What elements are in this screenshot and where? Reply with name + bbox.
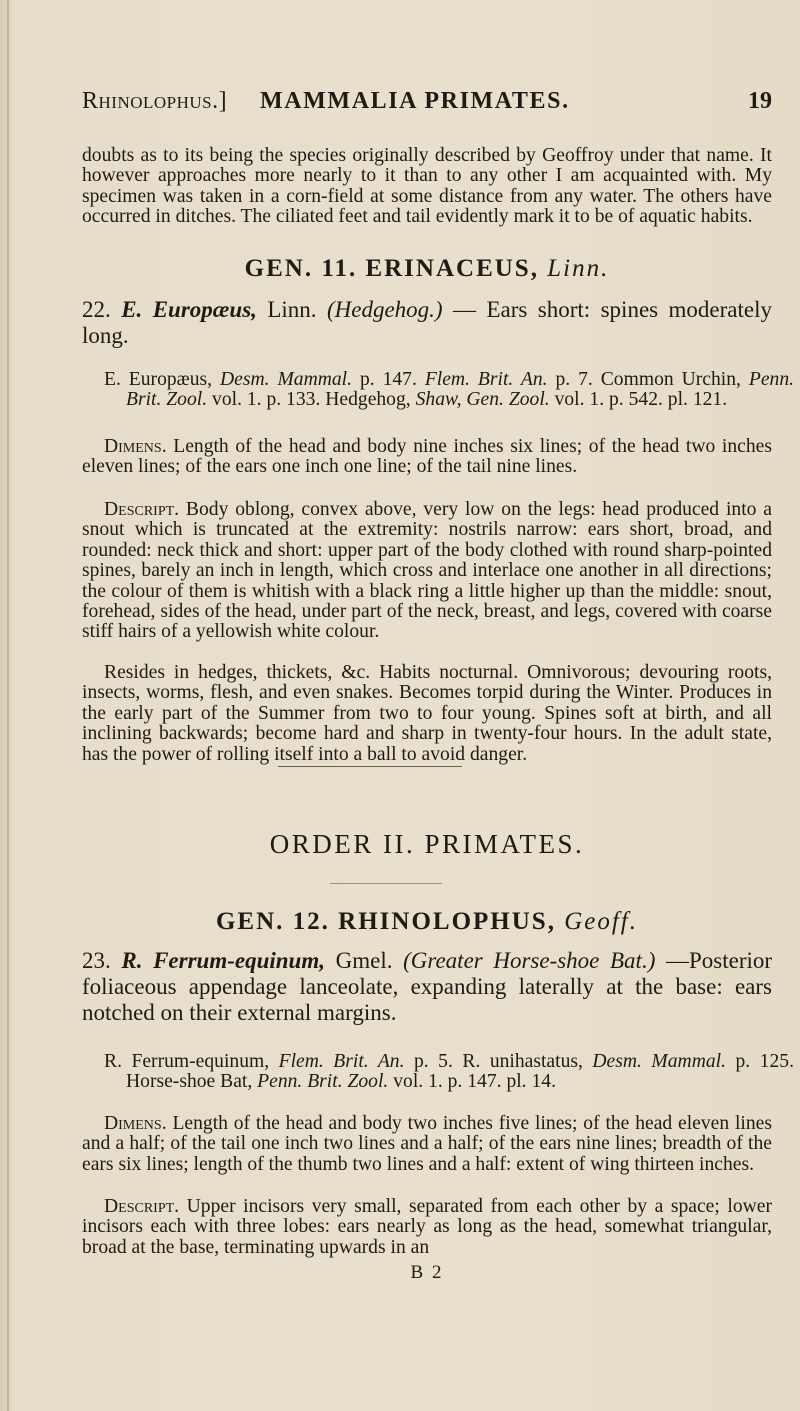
species-23-heading [82, 948, 772, 1026]
genus-11-heading [82, 255, 772, 283]
descript-label: Descript. [104, 499, 180, 520]
species-22-dimensions: Dimens. Length of the head and body nine inches six lines; of the head two inches eleven lines; of the ears one inch one line; of the tail nine lines. [82, 436, 772, 478]
species-23-common-name: (Greater Horse-shoe Bat.) [403, 948, 656, 973]
species-23-diagnosis: —Posterior foliaceous appendage lanceolate, expanding laterally at the base: ears notched on their external margins. [82, 948, 773, 1025]
signature-mark: B 2 [410, 1262, 444, 1283]
order-underline [330, 883, 442, 884]
intro-paragraph: doubts as to its being the species originally described by Geoffroy under that name. It however approaches more nearly to it than to any other I am acquainted with. My specimen was taken in a corn-field at some distance from any water. The others have occurred in ditches. The ciliated feet and tail evidently mark it to be of aquatic habits. [82, 145, 772, 228]
species-23-synonymy: R. Ferrum-equinum, Flem. Brit. An. p. 5. R. unihastatus, Desm. Mammal. p. 125. Horse-shoe Bat, Penn. Brit. Zool. vol. 1. p. 147. pl. 14. [104, 1051, 794, 1093]
genus-11-authority: Linn. [547, 255, 610, 282]
genus-11-number: GEN. 11. [244, 255, 358, 282]
species-23-number: 23. [82, 948, 111, 973]
species-23-name: R. Ferrum-equinum, [121, 948, 325, 973]
page-number: 19 [748, 88, 772, 114]
species-22-habits: Resides in hedges, thickets, &c. Habits nocturnal. Omnivorous; devouring roots, insects, worms, flesh, and even snakes. Becomes torpid during the Winter. Produces in the early part of the Summer from two to four young. Spines soft at birth, and all inclining backwards; become hard and sharp in twenty-four hours. In the adult state, has the power of rolling itself into a ball to avoid danger. [82, 662, 772, 765]
species-22-description: Descript. Body oblong, convex above, very low on the legs: head produced into a snout which is truncated at the extremity: nostrils narrow: ears short, broad, and rounded: neck thick and short: upper part of the body clothed with round sharp-pointed spines, barely an inch in length, which cross and interlace one another in all directions; the colour of them is whitish with a black ring a little higher up than the middle: snout, forehead, sides of the head, under part of the neck, breast, and legs, covered with coarse stiff hairs of a yellowish white colour. [82, 499, 772, 643]
genus-12-name: RHINOLOPHUS, [338, 908, 556, 935]
species-22-synonymy: E. Europæus, Desm. Mammal. p. 147. Flem. Brit. An. p. 7. Common Urchin, Penn. Brit. Zool. vol. 1. p. 133. Hedgehog, Shaw, Gen. Zool. vol. 1. p. 542. pl. 121. [104, 369, 795, 411]
species-22-heading [82, 297, 772, 349]
species-22-diagnosis: — Ears short: spines moderately long. [82, 297, 772, 348]
species-23-description: Descript. Upper incisors very small, separated from each other by a space; lower incisors each with three lobes: ears nearly as long as the head, somewhat triangular, broad at the base, terminating upwards in an [82, 1196, 773, 1258]
dimens-label: Dimens. [104, 436, 167, 457]
section-divider [278, 766, 462, 767]
species-22-number: 22. [82, 297, 111, 322]
running-head [82, 88, 772, 116]
genus-11-name: ERINACEUS, [365, 255, 539, 282]
genus-12-heading [82, 908, 772, 936]
page-gutter [7, 0, 9, 1411]
running-head-title: MAMMALIA PRIMATES. [260, 88, 570, 114]
species-22-common-name: (Hedgehog.) [326, 297, 443, 322]
running-head-genus: Rhinolophus.] [82, 88, 228, 114]
order-name: PRIMATES. [424, 829, 585, 859]
order-heading [82, 829, 772, 860]
genus-12-authority: Geoff. [564, 908, 638, 935]
species-22-name: E. Europæus, [121, 297, 257, 322]
species-23-dimensions: Dimens. Length of the head and body two inches five lines; of the head eleven lines and a half; of the tail one inch two lines and a half; of the ears nine lines; breadth of the ears six lines; length of the thumb two lines and a half: extent of wing thirteen inches. [82, 1113, 772, 1175]
order-number: ORDER II. [269, 829, 416, 859]
species-22-authority: Linn. [267, 297, 317, 322]
genus-12-number: GEN. 12. [215, 908, 330, 935]
species-23-authority: Gmel. [335, 948, 393, 973]
